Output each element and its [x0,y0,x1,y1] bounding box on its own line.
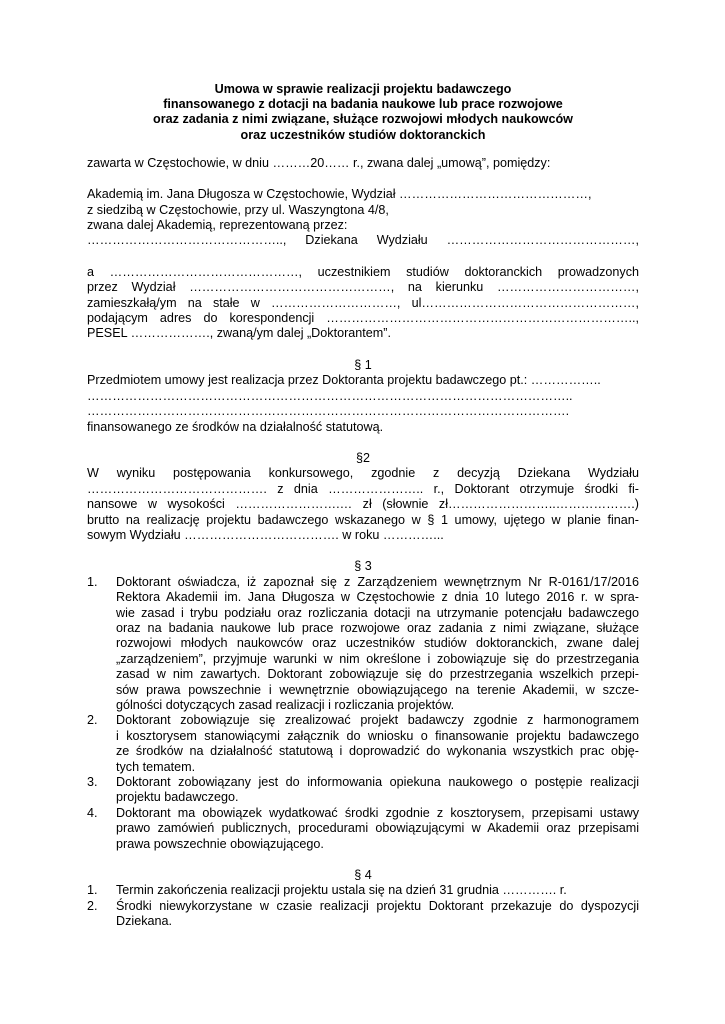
list-item [87,899,639,930]
list-item-line: gólności dotyczących zasad realizacji i rozliczania projektów. [116,698,455,712]
list-item-number: 3. [87,775,98,790]
section-4-heading: § 4 [354,868,372,883]
list-item-line: i kosztorysem stanowiącymi załącznik do wniosku o finansowanie projektu badawczego [116,728,639,743]
section-3-list [87,575,639,852]
list-item-line: wie zasad i trybu podziału oraz rozliczania dotacji na utrzymanie potencjału badawczego [116,605,639,620]
party-academy [87,187,639,249]
list-item-line: Doktorant oświadcza, iż zapoznał się z Zarządzeniem wewnętrznym Nr R-0161/17/2016 [116,574,639,589]
list-item-line: tych tematem. [116,759,196,774]
party-doctoral-student [87,265,639,342]
list-item [87,806,639,852]
section-2-line: brutto na realizację projektu badawczego wskazanego w § 1 umowy, ujętego w planie finan- [87,512,639,527]
list-item-line: „zarządzeniem”, przyjmuje warunki w nim określone i zobowiązuje się do przestrzegania [116,651,639,666]
section-2-line: ……………………………………. z dnia ………………….. r., Doktorant otrzymuje środki fi- [87,481,639,496]
title-line: Umowa w sprawie realizacji projektu badawczego [214,82,512,96]
section-4-list [87,883,639,929]
list-item-line: sów prawa powszechnie i wewnętrznie obowiązującego na terenie Akademii, w szcze- [116,682,639,697]
list-item [87,883,639,898]
title-line: finansowanego z dotacji na badania naukowe lub prace rozwojowe [163,97,563,112]
list-item-line: Doktorant zobowiązuje się zrealizować projekt badawczy zgodnie z harmonogramem [116,713,639,728]
list-item-number: 2. [87,713,98,728]
party-academy-line: z siedzibą w Częstochowie, przy ul. Waszyngtona 4/8, [87,202,389,217]
section-1-line: finansowanego ze środków na działalność statutową. [87,419,384,434]
list-item-number: 4. [87,805,98,820]
list-item [87,713,639,775]
document-page [87,82,639,930]
list-item-number: 1. [87,883,98,898]
party-academy-line: zwana dalej Akademią, reprezentowaną przez: [87,218,348,233]
section-1-heading: § 1 [354,357,372,372]
list-item-number: 1. [87,574,98,589]
list-item-line: prawa powszechnie obowiązującego. [116,836,324,851]
party-student-line: przez Wydział …………………………………………, na kierunku ……………………………, [87,280,639,295]
list-item-line: zasad w nim zawartych. Doktorant zobowiązuje się do przestrzegania wszelkich przepi- [116,667,639,682]
list-item-line: Środki niewykorzystane w czasie realizacji projektu Doktorant przekazuje do dyspozycji [116,898,639,913]
section-2-line: W wyniku postępowania konkursowego, zgodnie z decyzją Dziekana Wydziału [87,466,639,481]
list-item-line: Doktorant ma obowiązek wydatkować środki zgodnie z kosztorysem, przepisami ustawy [116,805,639,820]
section-1-line: Przedmiotem umowy jest realizacja przez Doktoranta projektu badawczego pt.: …………….. [87,373,601,388]
title-line: oraz uczestników studiów doktoranckich [240,127,486,142]
title-line: oraz zadania z nimi związane, służące rozwojowi młodych naukowców [153,112,573,127]
section-3-heading: § 3 [354,559,372,574]
list-item-line: Dziekana. [116,914,173,929]
list-item [87,575,639,714]
section-2-heading: §2 [355,450,370,465]
party-student-line: podającym adres do korespondencji ……………………………………………………………….., [87,311,639,326]
list-item-line: Rektora Akademii im. Jana Długosza w Częstochowie z dnia 10 lutego 2016 r. w spra- [116,590,639,605]
list-item-line: rozwojowi młodych naukowców oraz uczestników studiów doktoranckich, zwane dalej [116,636,639,651]
section-2-body [87,466,639,543]
list-item-line: ze środków na działalność statutową i doprowadzić do wykonania wszystkich prac obję- [116,744,639,759]
list-item-line: Doktorant zobowiązany jest do informowania opiekuna naukowego o postępie realizacji [116,775,639,790]
party-student-line: zamieszkałą/ym na stałe w …………………………, ul……………………………………………, [87,295,639,310]
section-1-line: …………………………………………………………………………………………………….. [87,388,573,403]
party-academy-line: ……………………………………….., Dziekana Wydziału ………………………………………, [87,233,639,248]
intro-line: zawarta w Częstochowie, w dniu ………20…… r., zwana dalej „umową”, pomiędzy: [87,155,551,170]
party-student-line: PESEL ………………., zwaną/ym dalej „Doktorantem”. [87,326,391,341]
list-item [87,775,639,806]
party-academy-line: Akademią im. Jana Długosza w Częstochowie, Wydział ………………………………………, [87,187,592,202]
section-1-body [87,373,639,435]
section-1-line: ……………………………………………………………………………………………………. [87,404,570,419]
list-item-line: projektu badawczego. [116,790,239,805]
section-2-line: nansowe w wysokości …………………….… zł (słownie zł……………………..……………….) [87,497,639,512]
list-item-line: oraz na badania naukowe lub prace rozwojowe oraz zadania z nimi związane, służące [116,620,639,635]
list-item-line: prawo zamówień publicznych, procedurami obowiązującymi w Akademii oraz przepisami [116,821,639,836]
party-student-line: a ………………………………………, uczestnikiem studiów doktoranckich prowadzonych [87,264,639,279]
document-title [87,82,639,143]
list-item-line: Termin zakończenia realizacji projektu ustala się na dzień 31 grudnia …………. r. [116,883,567,898]
list-item-number: 2. [87,898,98,913]
section-2-line: sowym Wydziału ………………………………. w roku …………... [87,527,444,542]
